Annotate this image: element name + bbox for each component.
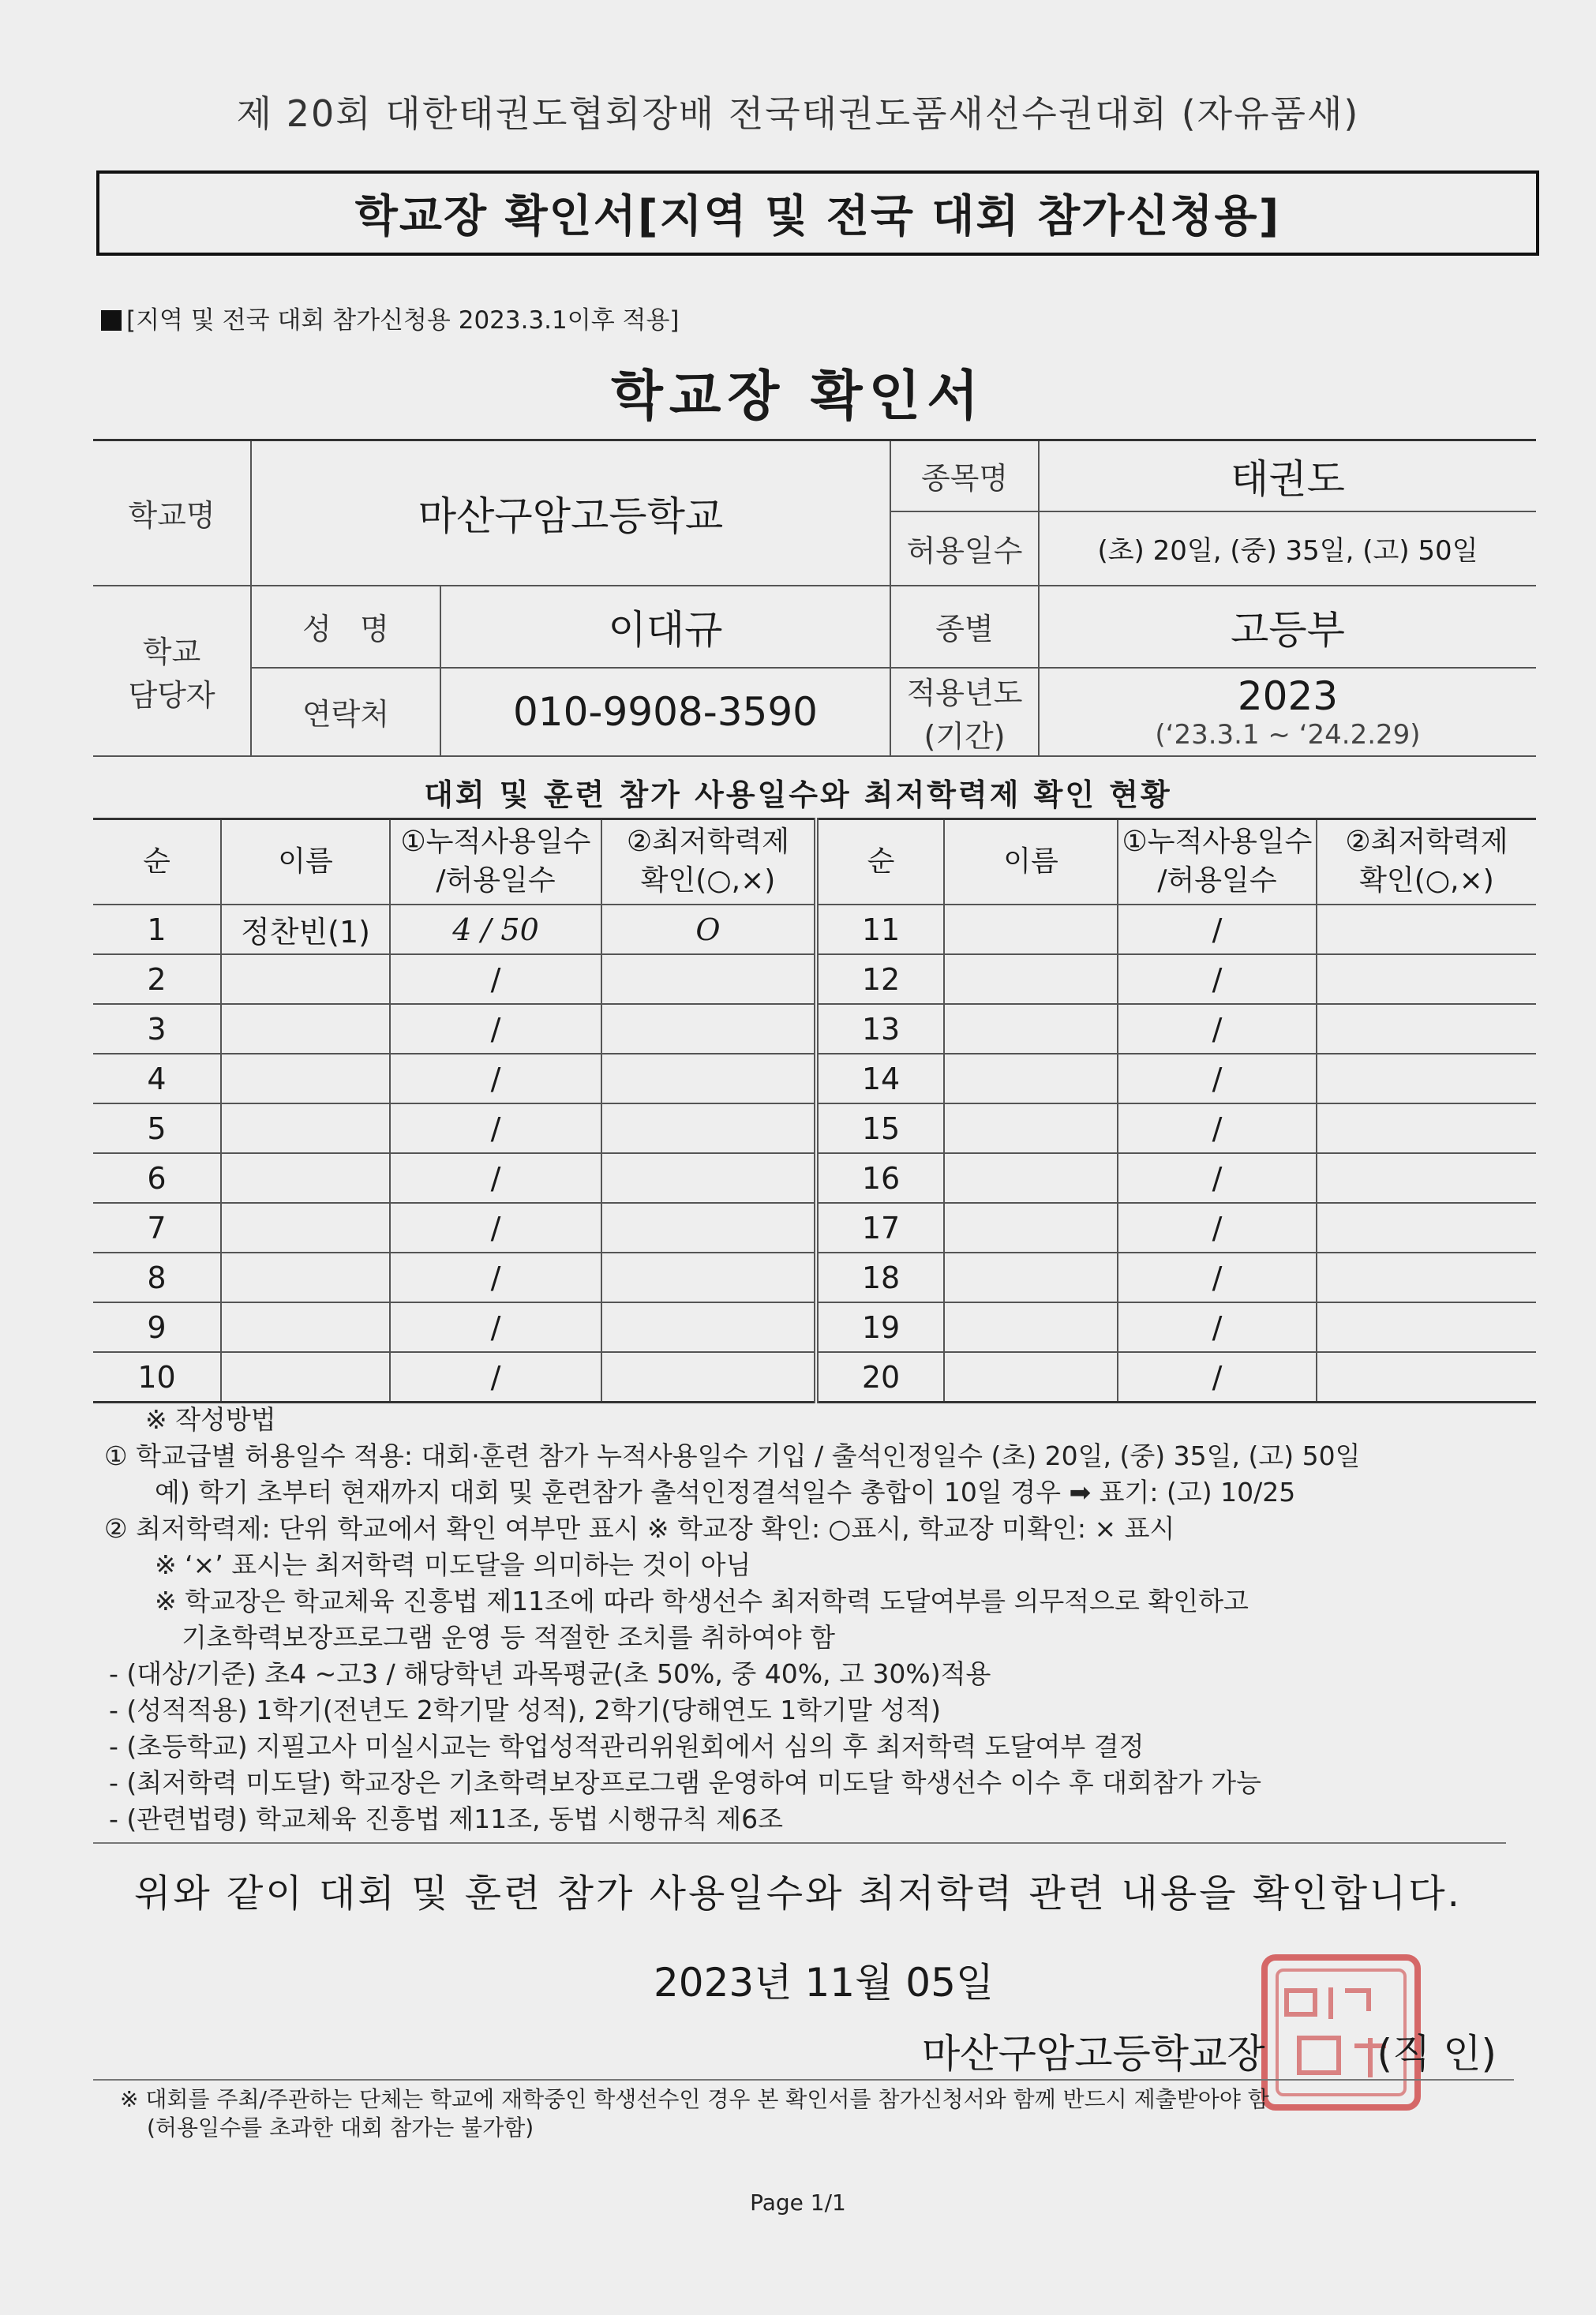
table-row: [93, 1203, 1536, 1253]
method-line: - (최저학력 미도달) 학교장은 기초학력보장프로그램 운영하여 미도달 학생선수 이수 후 대회참가 가능: [109, 1767, 1262, 1798]
allowed-days-value: (초) 20일, (중) 35일, (고) 50일: [1039, 511, 1536, 586]
row-days: /: [1118, 954, 1317, 1004]
row-no: 4: [93, 1054, 221, 1103]
col-check-left-line2: 확인(○,×): [640, 864, 776, 897]
row-check: [1317, 905, 1536, 954]
row-days: /: [390, 1054, 601, 1103]
row-days: /: [1118, 1004, 1317, 1054]
applicable-year-value: [1039, 668, 1536, 756]
boxed-title: 학교장 확인서[지역 및 전국 대회 참가신청용]: [96, 170, 1539, 256]
method-line: ① 학교급별 허용일수 적용: 대회·훈련 참가 누적사용일수 기입 / 출석인정일수 (초) 20일, (중) 35일, (고) 50일: [104, 1440, 1361, 1471]
method-line: - (초등학교) 지필고사 미실시교는 학업성적관리위원회에서 심의 후 최저학력 도달여부 결정: [109, 1731, 1145, 1762]
table-row: [93, 1004, 1536, 1054]
row-no: 13: [816, 1004, 944, 1054]
manager-label-line2: 담당자: [128, 677, 215, 713]
page-number: Page 1/1: [750, 2190, 846, 2216]
row-check: [601, 954, 816, 1004]
application-note: [101, 300, 680, 335]
row-name: [944, 954, 1118, 1004]
manager-name-label: 성 명: [251, 586, 440, 668]
signer-line: [922, 2022, 1497, 2079]
method-line: - (성적적용) 1학기(전년도 2학기말 성적), 2학기(당해연도 1학기말 성적): [109, 1695, 942, 1725]
table-row: [93, 1153, 1536, 1203]
table-row: [93, 1302, 1536, 1352]
row-days: /: [390, 954, 601, 1004]
applicable-year-label-line2: (기간): [924, 718, 1006, 754]
row-no: 8: [93, 1253, 221, 1302]
method-line: ※ ‘×’ 표시는 최저학력 미도달을 의미하는 것이 아님: [155, 1549, 751, 1580]
event-title: 제 20회 대한태권도협회장배 전국태권도품새선수권대회 (자유품새): [236, 92, 1360, 135]
row-days: /: [1118, 1203, 1317, 1253]
writing-method: [104, 1402, 1545, 1837]
row-name: [944, 1004, 1118, 1054]
row-no: 7: [93, 1203, 221, 1253]
row-no: 3: [93, 1004, 221, 1054]
square-bullet-icon: [101, 310, 122, 331]
col-days-right-line1: ①누적사용일수: [1122, 826, 1313, 859]
row-check: [1317, 954, 1536, 1004]
col-name-right: 이름: [944, 819, 1118, 905]
divider: [93, 2079, 1514, 2081]
row-check: [1317, 1203, 1536, 1253]
manager-name-value: 이대규: [440, 586, 890, 668]
row-check: [601, 1352, 816, 1403]
row-check: [601, 1054, 816, 1103]
table-row: [93, 1253, 1536, 1302]
row-days: /: [390, 1004, 601, 1054]
row-check: [1317, 1253, 1536, 1302]
col-days-left: [390, 819, 601, 905]
signer-name: 마산구암고등학교장: [922, 2031, 1265, 2077]
row-check: O: [601, 905, 816, 954]
row-no: 10: [93, 1352, 221, 1403]
row-no: 1: [93, 905, 221, 954]
table-row: [93, 954, 1536, 1004]
row-name: [221, 1004, 390, 1054]
division-label: 종별: [890, 586, 1039, 668]
row-days: /: [1118, 1153, 1317, 1203]
col-days-right: [1118, 819, 1317, 905]
footnote: [120, 2085, 1533, 2142]
status-title: 대회 및 훈련 참가 사용일수와 최저학력제 확인 현황: [424, 777, 1172, 812]
col-check-right-line1: ②최저학력제: [1345, 826, 1508, 859]
manager-label-line1: 학교: [142, 634, 201, 669]
applicable-year: 2023: [1237, 672, 1339, 719]
contact-value: 010-9908-3590: [440, 668, 890, 756]
method-line: ※ 학교장은 학교체육 진흥법 제11조에 따라 학생선수 최저학력 도달여부를 의무적으로 확인하고: [155, 1586, 1249, 1616]
divider: [93, 1842, 1506, 1844]
row-no: 9: [93, 1302, 221, 1352]
row-days: 4 / 50: [390, 905, 601, 954]
table-row: [93, 1103, 1536, 1153]
row-name: [944, 1203, 1118, 1253]
division-value: 고등부: [1039, 586, 1536, 668]
col-no-right: 순: [816, 819, 944, 905]
row-days: /: [390, 1153, 601, 1203]
row-name: [221, 1253, 390, 1302]
row-days: /: [1118, 1253, 1317, 1302]
table-row: [93, 1054, 1536, 1103]
applicable-year-label: [890, 668, 1039, 756]
row-days: /: [1118, 1103, 1317, 1153]
manager-label: [93, 586, 251, 756]
col-check-left: [601, 819, 816, 905]
row-no: 15: [816, 1103, 944, 1153]
application-note-text: [지역 및 전국 대회 참가신청용 2023.3.1이후 적용]: [126, 306, 680, 335]
method-heading: ※ 작성방법: [145, 1404, 276, 1435]
sport-value: 태권도: [1039, 440, 1536, 511]
footnote-line2: (허용일수를 초과한 대회 참가는 불가함): [147, 2115, 534, 2141]
row-no: 16: [816, 1153, 944, 1203]
method-line: 예) 학기 초부터 현재까지 대회 및 훈련참가 출석인정결석일수 총합이 10일 경우 ➡ 표기: (고) 10/25: [155, 1477, 1296, 1508]
row-check: [601, 1004, 816, 1054]
row-name: [221, 1153, 390, 1203]
row-days: /: [390, 1253, 601, 1302]
col-days-left-line2: /허용일수: [436, 864, 556, 897]
row-check: [1317, 1352, 1536, 1403]
row-name: [944, 1352, 1118, 1403]
row-name: [944, 1302, 1118, 1352]
table-row: [93, 905, 1536, 954]
method-line: 기초학력보장프로그램 운영 등 적절한 조치를 취하여야 함: [182, 1622, 836, 1653]
confirmation-date: 2023년 11월 05일: [654, 1960, 995, 2006]
row-days: /: [1118, 905, 1317, 954]
row-check: [1317, 1004, 1536, 1054]
table-row: [93, 1352, 1536, 1403]
row-name: [221, 1302, 390, 1352]
row-check: [1317, 1153, 1536, 1203]
row-days: /: [390, 1103, 601, 1153]
row-name: [221, 1203, 390, 1253]
row-check: [601, 1153, 816, 1203]
col-days-left-line1: ①누적사용일수: [400, 826, 591, 859]
main-title: 학교장 확인서: [611, 365, 985, 428]
row-no: 20: [816, 1352, 944, 1403]
row-name: 정찬빈(1): [221, 905, 390, 954]
school-name-value: 마산구암고등학교: [251, 440, 890, 586]
row-check: [1317, 1103, 1536, 1153]
col-name-left: 이름: [221, 819, 390, 905]
row-check: [1317, 1054, 1536, 1103]
contact-label: 연락처: [251, 668, 440, 756]
row-no: 19: [816, 1302, 944, 1352]
row-no: 5: [93, 1103, 221, 1153]
row-name: [221, 1352, 390, 1403]
status-header-row: [93, 819, 1536, 905]
row-no: 6: [93, 1153, 221, 1203]
school-name-label: 학교명: [93, 440, 251, 586]
col-check-right-line2: 확인(○,×): [1359, 864, 1494, 897]
row-days: /: [1118, 1352, 1317, 1403]
row-name: [944, 1253, 1118, 1302]
row-no: 14: [816, 1054, 944, 1103]
confirmation-text: 위와 같이 대회 및 훈련 참가 사용일수와 최저학력 관련 내용을 확인합니다.: [134, 1871, 1462, 1916]
row-check: [601, 1103, 816, 1153]
row-name: [944, 1054, 1118, 1103]
row-no: 18: [816, 1253, 944, 1302]
row-check: [601, 1302, 816, 1352]
school-info-table: [93, 439, 1536, 757]
row-days: /: [1118, 1054, 1317, 1103]
method-line: - (대상/기준) 초4 ~고3 / 해당학년 과목평균(초 50%, 중 40%, 고 30%)적용: [109, 1658, 991, 1689]
row-days: /: [390, 1352, 601, 1403]
row-name: [944, 1153, 1118, 1203]
row-no: 12: [816, 954, 944, 1004]
row-days: /: [390, 1302, 601, 1352]
seal-note: (직 인): [1377, 2031, 1497, 2077]
row-check: [601, 1203, 816, 1253]
row-no: 11: [816, 905, 944, 954]
applicable-year-label-line1: 적용년도: [906, 675, 1023, 710]
row-name: [221, 954, 390, 1004]
row-days: /: [1118, 1302, 1317, 1352]
row-check: [1317, 1302, 1536, 1352]
row-name: [221, 1103, 390, 1153]
col-check-left-line1: ②최저학력제: [626, 826, 790, 859]
col-days-right-line2: /허용일수: [1157, 864, 1277, 897]
row-name: [221, 1054, 390, 1103]
sport-label: 종목명: [890, 440, 1039, 511]
footnote-line1: ※ 대회를 주최/주관하는 단체는 학교에 재학중인 학생선수인 경우 본 확인서를 참가신청서와 함께 반드시 제출받아야 함: [120, 2086, 1269, 2112]
row-name: [944, 1103, 1118, 1153]
row-no: 2: [93, 954, 221, 1004]
applicable-period: (‘23.3.1 ~ ‘24.2.29): [1155, 718, 1421, 751]
col-no-left: 순: [93, 819, 221, 905]
row-no: 17: [816, 1203, 944, 1253]
method-line: - (관련법령) 학교체육 진흥법 제11조, 동법 시행규칙 제6조: [109, 1804, 783, 1834]
allowed-days-label: 허용일수: [890, 511, 1039, 586]
col-check-right: [1317, 819, 1536, 905]
row-days: /: [390, 1203, 601, 1253]
method-line: ② 최저학력제: 단위 학교에서 확인 여부만 표시 ※ 학교장 확인: ○표시, 학교장 미확인: × 표시: [104, 1513, 1175, 1544]
row-check: [601, 1253, 816, 1302]
row-name: [944, 905, 1118, 954]
status-table: [93, 818, 1536, 1403]
